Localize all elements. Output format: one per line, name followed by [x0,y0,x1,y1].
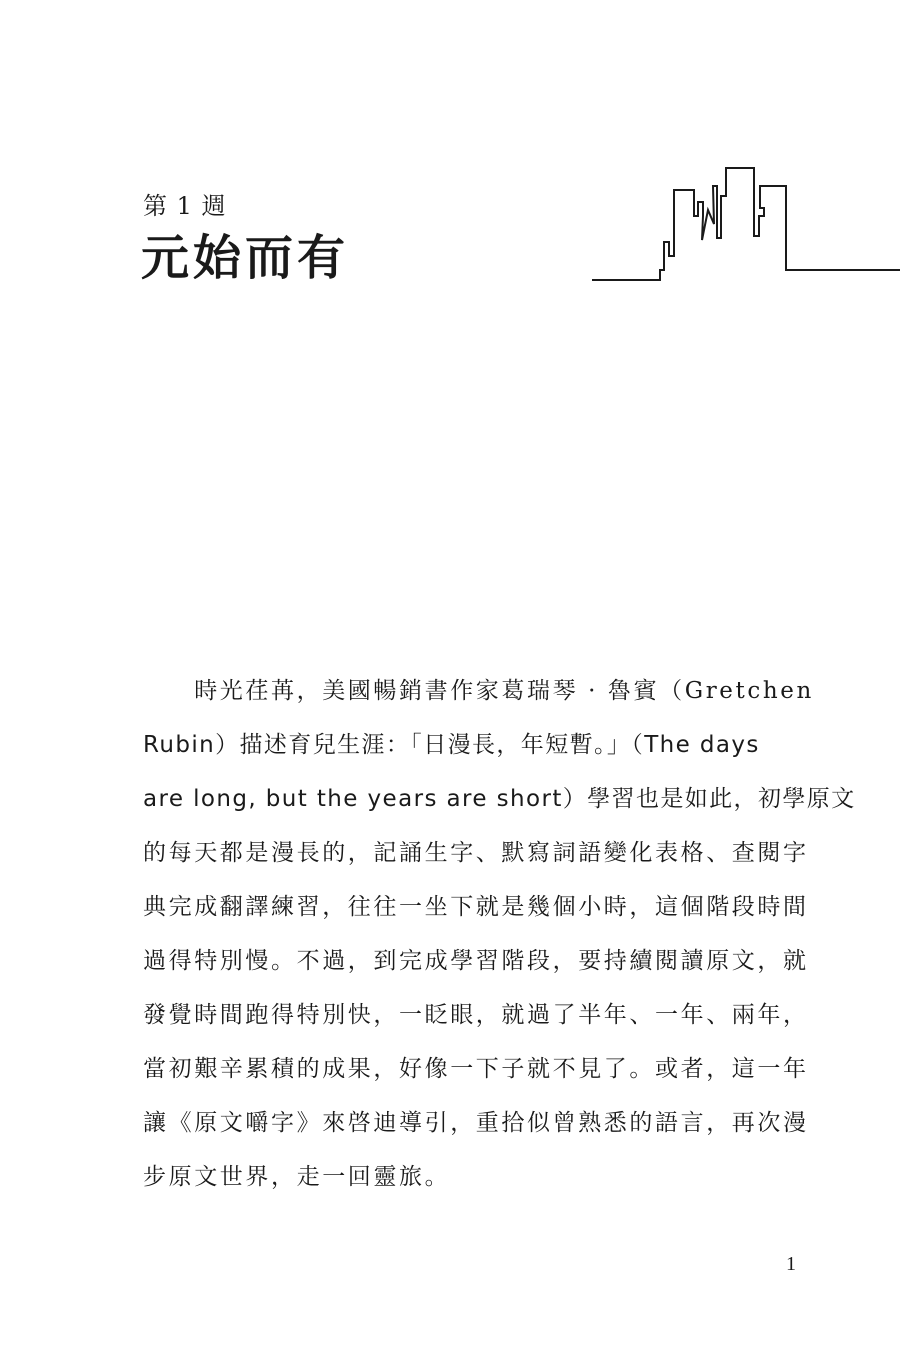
body-line: 典完成翻譯練習，往往一坐下就是幾個小時，這個階段時間 [143,894,809,920]
body-line: 當初艱辛累積的成果，好像一下子就不見了。或者，這一年 [143,1056,809,1082]
body-line: 過得特別慢。不過，到完成學習階段，要持續閱讀原文，就 [143,948,809,974]
body-line: 的每天都是漫長的，記誦生字、默寫詞語變化表格、查閱字 [143,840,809,866]
body-line: 發覺時間跑得特別快，一眨眼，就過了半年、一年、兩年， [143,1002,809,1028]
chapter-title: 元始而有 [141,230,350,286]
body-line: Rubin）描述育兒生涯：「日漫長，年短暫。」（The days [143,732,760,758]
body-line: 讓《原文嚼字》來啓迪導引，重拾似曾熟悉的語言，再次漫 [143,1110,809,1136]
page-number: 1 [786,1253,796,1275]
body-line: are long, but the years are short）學習也是如此，初學原文 [143,786,856,812]
body-paragraph [143,664,856,1204]
week-label: 第 1 週 [143,192,227,220]
body-line: 步原文世界，走一回靈旅。 [143,1164,451,1190]
body-line: 時光荏苒，美國暢銷書作家葛瑞琴 · 魯賓（Gretchen [143,678,814,704]
city-skyline-icon [590,160,900,285]
